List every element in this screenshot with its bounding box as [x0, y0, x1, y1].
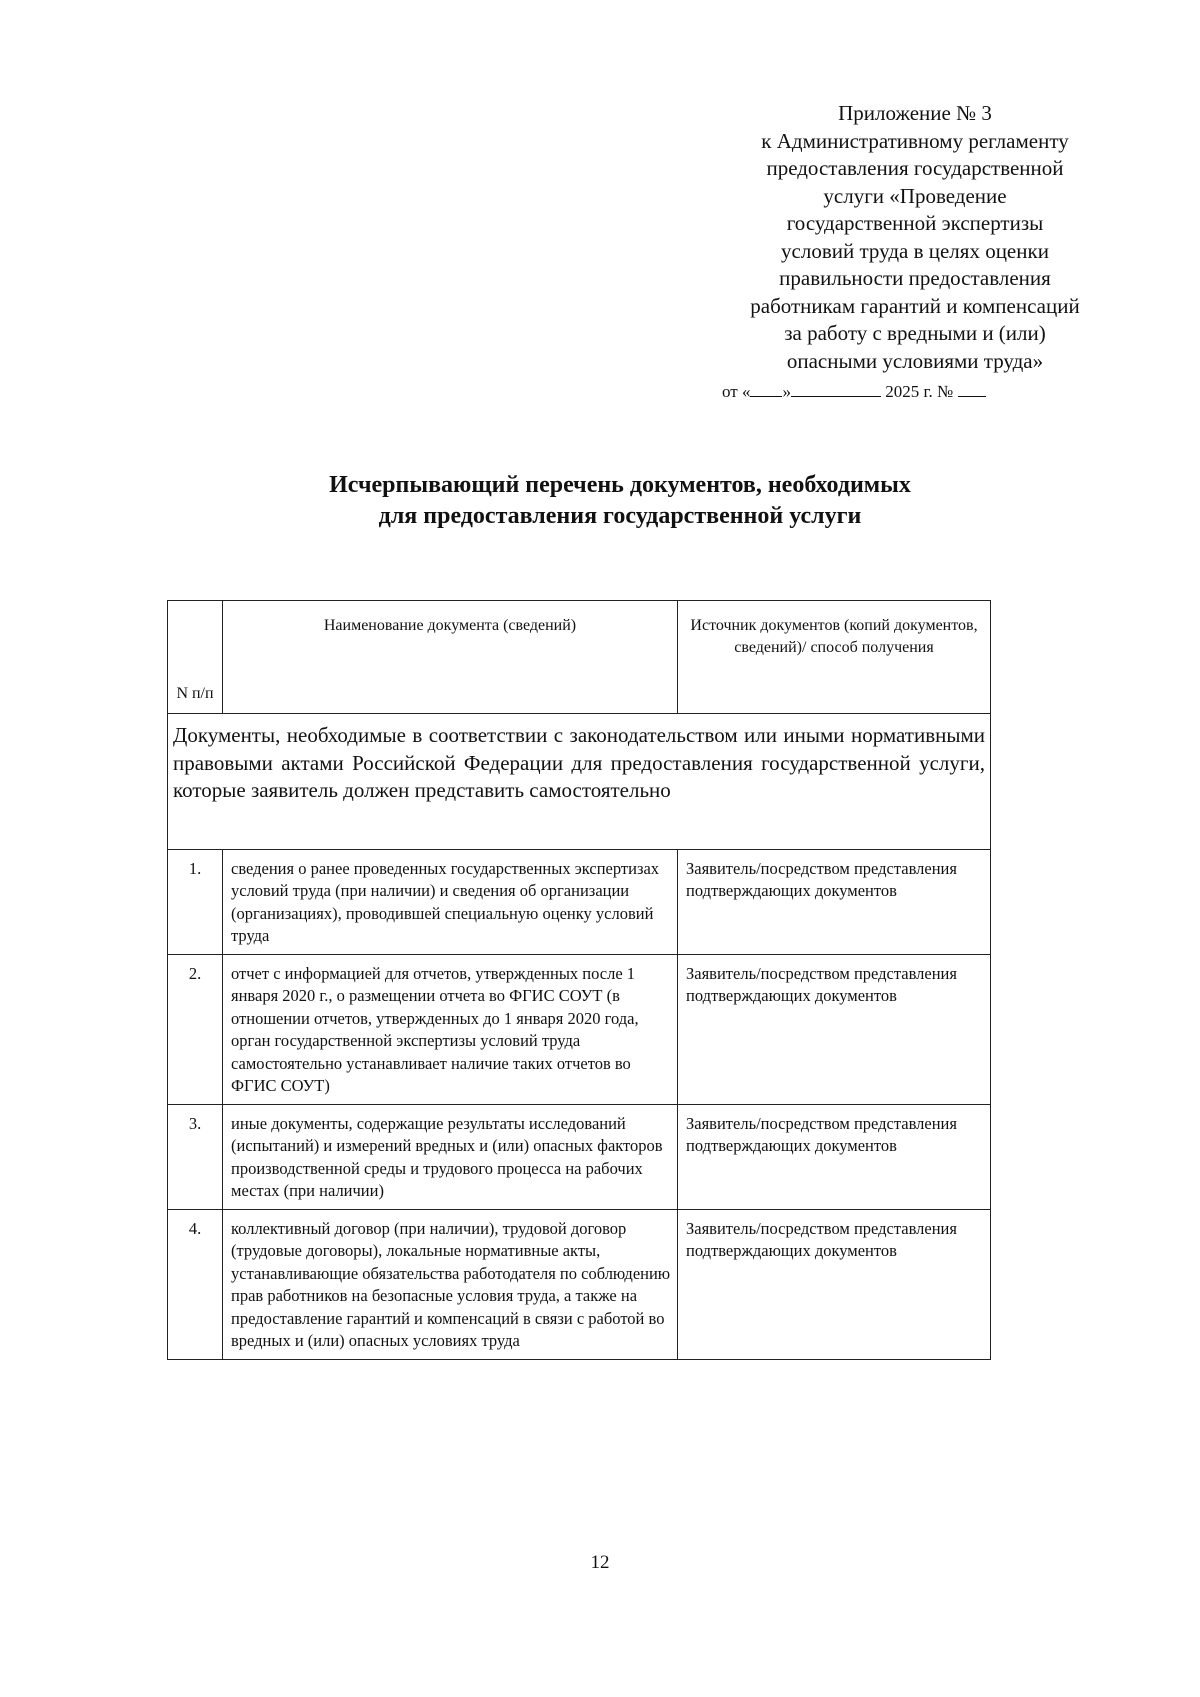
header-num: N п/п: [168, 601, 223, 714]
appendix-line: работникам гарантий и компенсаций: [750, 293, 1080, 318]
number-blank: [958, 382, 986, 397]
table-row: [168, 849, 991, 954]
day-blank: [750, 382, 782, 397]
appendix-line: за работу с вредными и (или): [784, 321, 1046, 345]
documents-table: [167, 600, 991, 1360]
title-line-2: для предоставления государственной услуги: [378, 503, 862, 529]
appendix-line: правильности предоставления: [779, 266, 1051, 290]
appendix-line: Приложение № 3: [838, 101, 992, 125]
row-number: 1.: [168, 849, 223, 954]
header-name: Наименование документа (сведений): [223, 601, 678, 714]
row-number: 3.: [168, 1104, 223, 1209]
section-row: [168, 714, 991, 850]
title-line-1: Исчерпывающий перечень документов, необходимых: [329, 472, 911, 498]
row-source: Заявитель/посредством представления подтверждающих документов: [678, 849, 991, 954]
appendix-line: опасными условиями труда»: [786, 348, 1044, 373]
page-number: 12: [590, 1552, 610, 1573]
table-header-row: [168, 601, 991, 714]
appendix-line: к Административному регламенту: [761, 128, 1069, 153]
row-source: Заявитель/посредством представления подтверждающих документов: [678, 1104, 991, 1209]
row-document-name: отчет с информацией для отчетов, утвержденных после 1 января 2020 г., о размещении отчета во ФГИС СОУТ (в отношении отчетов, утвержденных до 1 января 2020 года, орган государственной экспертизы условий труда самостоятельно устанавливает наличие таких отчетов во ФГИС СОУТ): [223, 954, 678, 1104]
appendix-line: предоставления государственной: [766, 156, 1064, 180]
date-line: [722, 382, 986, 402]
date-prefix: от «: [722, 382, 751, 401]
table-row: [168, 1104, 991, 1209]
row-number: 4.: [168, 1209, 223, 1359]
table-row: [168, 1209, 991, 1359]
row-source: Заявитель/посредством представления подтверждающих документов: [678, 1209, 991, 1359]
appendix-line: государственной экспертизы: [786, 211, 1044, 235]
appendix-header: [700, 100, 1130, 375]
row-document-name: иные документы, содержащие результаты исследований (испытаний) и измерений вредных и (или) опасных факторов производственной среды и трудового процесса на рабочих местах (при наличии): [223, 1104, 678, 1209]
date-num-sign: №: [937, 382, 954, 401]
header-source: Источник документов (копий документов, сведений)/ способ получения: [678, 601, 991, 714]
appendix-line: услуги «Проведение: [823, 183, 1007, 208]
document-title: [240, 470, 1000, 532]
row-source: Заявитель/посредством представления подтверждающих документов: [678, 954, 991, 1104]
table-row: [168, 954, 991, 1104]
row-document-name: сведения о ранее проведенных государственных экспертизах условий труда (при наличии) и сведения об организации (организациях), проводившей специальную оценку условий труда: [223, 849, 678, 954]
row-number: 2.: [168, 954, 223, 1104]
appendix-line: условий труда в целях оценки: [781, 238, 1049, 263]
section-text: Документы, необходимые в соответствии с законодательством или иными нормативными правовыми актами Российской Федерации для предоставления государственной услуги, которые заявитель должен представить самостоятельно: [168, 714, 991, 850]
date-year: 2025 г.: [885, 382, 933, 401]
row-document-name: коллективный договор (при наличии), трудовой договор (трудовые договоры), локальные нормативные акты, устанавливающие обязательства работодателя по соблюдению прав работников на безопасные условия труда, а также на предоставление гарантий и компенсаций в связи с работой во вредных и (или) опасных условиях труда: [223, 1209, 678, 1359]
month-blank: [791, 382, 881, 397]
date-mid: »: [782, 382, 791, 401]
